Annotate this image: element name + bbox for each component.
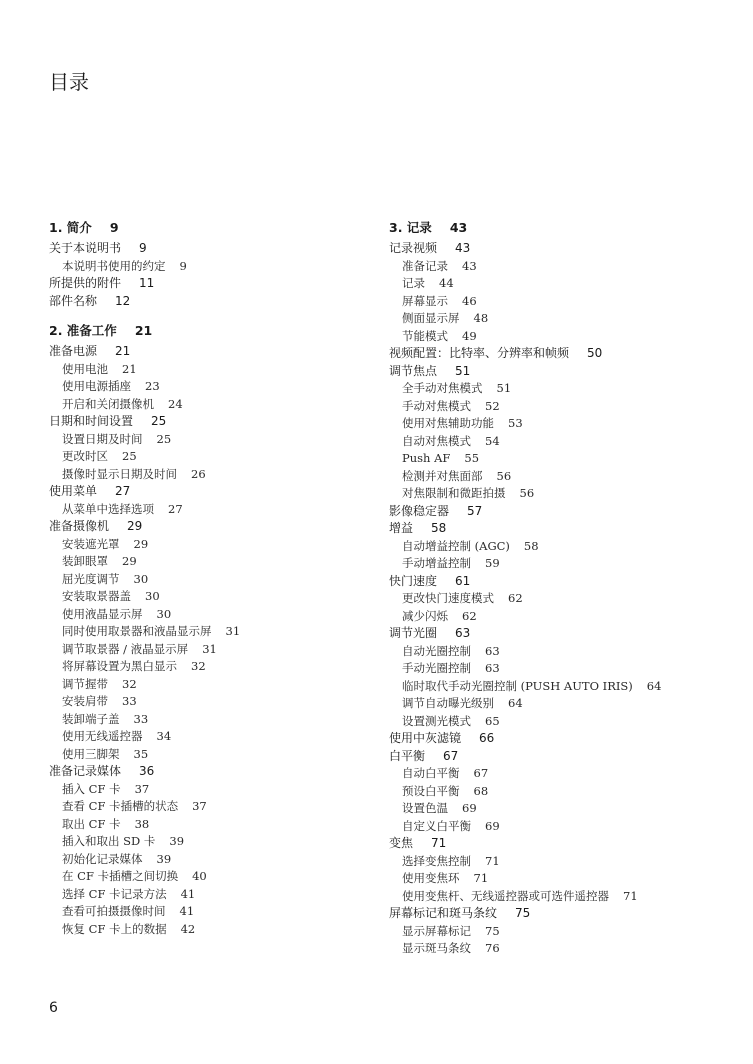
toc-entry-title: 关于本说明书	[49, 241, 122, 255]
toc-section-entry[interactable]	[389, 363, 729, 381]
toc-entry-page: 42	[180, 921, 196, 936]
toc-sub-entry[interactable]	[389, 643, 729, 661]
toc-entry-page: 36	[139, 764, 155, 778]
toc-entry-title: 显示屏幕标记	[402, 923, 471, 938]
toc-entry-page: 32	[122, 676, 137, 691]
toc-sub-entry[interactable]	[49, 868, 369, 886]
toc-entry-title: 使用电源插座	[62, 379, 131, 393]
toc-sub-entry[interactable]	[389, 415, 729, 433]
toc-entry-title: 使用中灰滤镜	[389, 731, 462, 745]
toc-entry-title: 部件名称	[49, 293, 98, 308]
toc-entry-page: 62	[462, 608, 477, 623]
toc-entry-page: 56	[496, 468, 512, 483]
toc-entry-title: 初始化记录媒体	[62, 851, 143, 866]
toc-entry-title: 侧面显示屏	[402, 311, 460, 325]
toc-sub-entry[interactable]	[49, 886, 369, 904]
toc-entry-title: 调节自动曝光级别	[402, 696, 494, 710]
toc-sub-entry[interactable]	[389, 328, 729, 346]
toc-entry-title: 使用液晶显示屏	[62, 606, 143, 621]
toc-entry-title: 检测并对焦面部	[402, 468, 483, 483]
toc-sub-entry[interactable]	[389, 485, 729, 503]
toc-sub-entry[interactable]	[49, 658, 369, 676]
toc-entry-page: 32	[191, 659, 206, 673]
toc-section-entry[interactable]	[49, 518, 369, 536]
toc-entry-page: 23	[145, 379, 160, 393]
toc-entry-title: 屏幕显示	[402, 293, 448, 308]
toc-section-entry[interactable]	[389, 730, 729, 748]
toc-right-column	[389, 218, 729, 958]
toc-section-entry[interactable]	[49, 343, 369, 361]
toc-entry-page: 41	[179, 904, 195, 918]
toc-entry-title: 预设白平衡	[402, 783, 460, 798]
toc-entry-title: 准备电源	[49, 344, 98, 358]
toc-entry-title: 装卸眼罩	[62, 554, 108, 568]
toc-entry-title: 设置测光模式	[402, 713, 471, 728]
toc-entry-page: 58	[523, 538, 539, 553]
toc-entry-title: 使用电池	[62, 361, 108, 376]
toc-sub-entry[interactable]	[389, 555, 729, 573]
toc-entry-title: 安装遮光罩	[62, 536, 120, 551]
toc-entry-page: 56	[519, 486, 535, 500]
toc-entry-title: 减少闪烁	[402, 608, 448, 623]
toc-entry-page: 75	[515, 906, 531, 920]
toc-entry-page: 63	[455, 626, 471, 640]
toc-entry-title: 将屏幕设置为黑白显示	[62, 659, 177, 673]
toc-sub-entry[interactable]	[49, 553, 369, 571]
toc-entry-page: 75	[485, 923, 500, 938]
toc-sub-entry[interactable]	[389, 940, 729, 958]
toc-entry-page: 51	[496, 381, 512, 395]
toc-entry-page: 65	[485, 713, 500, 728]
toc-entry-page: 31	[225, 624, 241, 638]
toc-entry-title: 3. 记录	[389, 220, 432, 235]
toc-chapter-entry[interactable]	[49, 218, 369, 238]
toc-section-entry[interactable]	[389, 748, 729, 766]
toc-entry-page: 9	[179, 258, 187, 273]
toc-section-entry[interactable]	[49, 763, 369, 781]
toc-section-entry[interactable]	[389, 835, 729, 853]
toc-entry-page: 76	[485, 941, 500, 955]
toc-sub-entry[interactable]	[49, 903, 369, 921]
toc-entry-title: 手动增益控制	[402, 556, 471, 570]
toc-section-entry[interactable]	[389, 520, 729, 538]
toc-entry-title: 使用三脚架	[62, 746, 120, 761]
toc-entry-page: 30	[156, 606, 172, 621]
toc-entry-page: 27	[115, 484, 131, 498]
toc-chapter-entry[interactable]	[389, 218, 729, 238]
toc-entry-title: 全手动对焦模式	[402, 381, 483, 395]
toc-sub-entry[interactable]	[49, 466, 369, 484]
toc-entry-page: 51	[455, 363, 471, 378]
toc-entry-title: 白平衡	[389, 748, 426, 763]
toc-sub-entry[interactable]	[389, 590, 729, 608]
toc-section-entry[interactable]	[49, 275, 369, 293]
toc-entry-page: 35	[133, 746, 149, 761]
toc-section-entry[interactable]	[389, 905, 729, 923]
toc-section-entry[interactable]	[49, 413, 369, 431]
toc-sub-entry[interactable]	[49, 588, 369, 606]
toc-entry-page: 25	[156, 431, 172, 446]
toc-entry-page: 24	[168, 396, 183, 411]
toc-entry-title: 准备摄像机	[49, 519, 110, 533]
toc-entry-title: 快门速度	[389, 573, 438, 588]
toc-entry-page: 71	[485, 853, 500, 868]
toc-entry-page: 30	[145, 589, 160, 603]
toc-entry-title: 调节焦点	[389, 363, 438, 378]
toc-entry-title: 设置色温	[402, 801, 448, 815]
toc-entry-page: 9	[109, 220, 119, 235]
toc-entry-page: 71	[473, 871, 489, 885]
toc-entry-title: 自定义白平衡	[402, 818, 471, 833]
toc-entry-title: 影像稳定器	[389, 503, 450, 518]
toc-entry-page: 38	[134, 816, 150, 831]
toc-entry-title: 更改快门速度模式	[402, 591, 494, 605]
toc-section-entry[interactable]	[49, 483, 369, 501]
toc-sub-entry[interactable]	[49, 693, 369, 711]
toc-entry-page: 29	[122, 554, 137, 568]
toc-entry-page: 59	[485, 556, 500, 570]
toc-entry-page: 69	[462, 801, 477, 815]
toc-entry-page: 58	[431, 521, 447, 535]
toc-section-entry[interactable]	[389, 503, 729, 521]
toc-sub-entry[interactable]	[49, 711, 369, 729]
toc-entry-page: 21	[115, 344, 131, 358]
toc-entry-page: 34	[156, 729, 172, 743]
toc-entry-page: 40	[192, 869, 207, 883]
toc-section-entry[interactable]	[49, 293, 369, 311]
toc-entry-title: 准备记录媒体	[49, 764, 122, 778]
toc-sub-entry[interactable]	[389, 293, 729, 311]
toc-entry-title: 自动白平衡	[402, 766, 460, 780]
toc-sub-entry[interactable]	[389, 783, 729, 801]
toc-sub-entry[interactable]	[49, 676, 369, 694]
toc-sub-entry[interactable]	[49, 606, 369, 624]
toc-sub-entry[interactable]	[389, 765, 729, 783]
toc-sub-entry[interactable]	[389, 380, 729, 398]
toc-entry-page: 25	[122, 449, 137, 463]
toc-entry-title: 屏幕标记和斑马条纹	[389, 906, 498, 920]
toc-entry-title: 使用变焦杆、无线遥控器或可选件遥控器	[402, 888, 609, 903]
toc-sub-entry[interactable]	[49, 501, 369, 519]
toc-entry-title: 使用变焦环	[402, 871, 460, 885]
toc-entry-page: 57	[467, 503, 483, 518]
toc-entry-title: 从菜单中选择选项	[62, 501, 154, 516]
toc-section-entry[interactable]	[389, 625, 729, 643]
toc-entry-title: 手动对焦模式	[402, 398, 471, 413]
toc-entry-title: Push AF	[402, 451, 451, 465]
toc-entry-title: 手动光圈控制	[402, 661, 471, 675]
toc-entry-page: 29	[127, 519, 143, 533]
toc-entry-page: 37	[134, 781, 150, 796]
toc-section-entry[interactable]	[389, 345, 729, 363]
toc-entry-page: 12	[115, 293, 131, 308]
toc-entry-page: 63	[485, 661, 500, 675]
toc-entry-page: 39	[169, 834, 185, 848]
toc-entry-title: 取出 CF 卡	[62, 816, 121, 831]
toc-entry-page: 69	[485, 818, 500, 833]
toc-entry-title: 所提供的附件	[49, 276, 122, 290]
toc-entry-title: 增益	[389, 521, 414, 535]
toc-entry-page: 30	[133, 571, 149, 586]
toc-entry-title: 调节握带	[62, 676, 108, 691]
toc-sub-entry[interactable]	[49, 448, 369, 466]
toc-entry-title: 自动对焦模式	[402, 433, 471, 448]
toc-sub-entry[interactable]	[49, 361, 369, 379]
toc-sub-entry[interactable]	[49, 536, 369, 554]
toc-entry-page: 26	[191, 466, 206, 481]
toc-entry-page: 11	[139, 276, 155, 290]
toc-entry-page: 71	[431, 836, 447, 850]
toc-sub-entry[interactable]	[49, 746, 369, 764]
toc-sub-entry[interactable]	[49, 921, 369, 939]
toc-entry-page: 37	[192, 799, 207, 813]
toc-entry-page: 71	[623, 888, 638, 903]
toc-entry-title: 记录视频	[389, 241, 438, 255]
toc-sub-entry[interactable]	[389, 660, 729, 678]
toc-chapter-entry[interactable]	[49, 321, 369, 341]
toc-entry-title: 调节取景器 / 液晶显示屏	[62, 641, 189, 656]
toc-sub-entry[interactable]	[49, 833, 369, 851]
toc-entry-page: 43	[462, 258, 477, 273]
toc-entry-title: 日期和时间设置	[49, 414, 134, 428]
toc-sub-entry[interactable]	[49, 623, 369, 641]
toc-entry-page: 27	[168, 501, 183, 516]
toc-sub-entry[interactable]	[49, 728, 369, 746]
toc-entry-page: 33	[122, 694, 137, 708]
toc-entry-page: 50	[587, 346, 603, 360]
toc-sub-entry[interactable]	[49, 641, 369, 659]
toc-entry-title: 查看 CF 卡插槽的状态	[62, 799, 179, 813]
toc-sub-entry[interactable]	[389, 870, 729, 888]
toc-sub-entry[interactable]	[389, 450, 729, 468]
toc-entry-page: 43	[449, 220, 468, 235]
toc-entry-page: 55	[464, 451, 480, 465]
toc-sub-entry[interactable]	[389, 398, 729, 416]
toc-sub-entry[interactable]	[389, 275, 729, 293]
toc-entry-title: 插入 CF 卡	[62, 781, 121, 796]
toc-sub-entry[interactable]	[389, 433, 729, 451]
page-number: 6	[49, 1000, 58, 1016]
toc-entry-title: 2. 准备工作	[49, 323, 117, 338]
toc-entry-page: 31	[202, 641, 217, 656]
toc-sub-entry[interactable]	[49, 378, 369, 396]
toc-entry-title: 安装肩带	[62, 694, 108, 708]
toc-sub-entry[interactable]	[389, 853, 729, 871]
toc-entry-title: 1. 简介	[49, 220, 92, 235]
toc-sub-entry[interactable]	[49, 571, 369, 589]
toc-sub-entry[interactable]	[389, 800, 729, 818]
toc-sub-entry[interactable]	[49, 396, 369, 414]
toc-sub-entry[interactable]	[389, 538, 729, 556]
toc-section-entry[interactable]	[389, 240, 729, 258]
toc-entry-title: 装卸端子盖	[62, 711, 120, 726]
toc-entry-title: 屈光度调节	[62, 571, 120, 586]
toc-sub-entry[interactable]	[49, 798, 369, 816]
toc-entry-page: 9	[139, 241, 147, 255]
toc-entry-title: 临时取代手动光圈控制 (PUSH AUTO IRIS)	[402, 678, 633, 693]
toc-sub-entry[interactable]	[49, 781, 369, 799]
toc-entry-page: 64	[646, 678, 662, 693]
toc-sub-entry[interactable]	[389, 713, 729, 731]
toc-entry-page: 33	[133, 711, 149, 726]
toc-sub-entry[interactable]	[389, 310, 729, 328]
toc-entry-page: 48	[473, 311, 489, 325]
toc-entry-title: 准备记录	[402, 258, 448, 273]
toc-sub-entry[interactable]	[389, 608, 729, 626]
toc-entry-title: 同时使用取景器和液晶显示屏	[62, 624, 212, 638]
toc-entry-title: 选择变焦控制	[402, 853, 471, 868]
toc-left-column	[49, 218, 369, 938]
toc-sub-entry[interactable]	[389, 888, 729, 906]
toc-entry-title: 显示斑马条纹	[402, 941, 471, 955]
toc-entry-page: 68	[473, 783, 489, 798]
toc-entry-title: 记录	[402, 276, 425, 290]
toc-sub-entry[interactable]	[49, 431, 369, 449]
toc-sub-entry[interactable]	[389, 818, 729, 836]
toc-entry-page: 54	[485, 433, 500, 448]
toc-entry-page: 66	[479, 731, 495, 745]
toc-section-entry[interactable]	[389, 573, 729, 591]
toc-entry-page: 67	[443, 748, 459, 763]
toc-entry-page: 41	[180, 886, 196, 901]
toc-sub-entry[interactable]	[389, 678, 729, 696]
page-title: 目录	[49, 70, 89, 94]
toc-sub-entry[interactable]	[389, 923, 729, 941]
toc-sub-entry[interactable]	[389, 468, 729, 486]
toc-entry-page: 53	[508, 416, 523, 430]
toc-entry-title: 开启和关闭摄像机	[62, 396, 154, 411]
toc-entry-title: 插入和取出 SD 卡	[62, 834, 156, 848]
toc-entry-page: 61	[455, 573, 471, 588]
toc-entry-title: 使用菜单	[49, 484, 98, 498]
toc-entry-title: 本说明书使用的约定	[62, 258, 166, 273]
toc-sub-entry[interactable]	[389, 695, 729, 713]
toc-entry-page: 21	[134, 323, 153, 338]
toc-entry-page: 49	[462, 328, 477, 343]
toc-section-entry[interactable]	[49, 240, 369, 258]
toc-entry-title: 更改时区	[62, 449, 108, 463]
toc-sub-entry[interactable]	[49, 816, 369, 834]
toc-entry-title: 查看可拍摄摄像时间	[62, 904, 166, 918]
toc-entry-title: 设置日期及时间	[62, 431, 143, 446]
toc-entry-page: 63	[485, 643, 500, 658]
toc-entry-page: 46	[462, 293, 477, 308]
toc-entry-page: 67	[473, 766, 489, 780]
toc-entry-title: 安装取景器盖	[62, 589, 131, 603]
toc-entry-title: 变焦	[389, 836, 414, 850]
toc-entry-page: 39	[156, 851, 172, 866]
toc-entry-page: 62	[508, 591, 523, 605]
toc-entry-title: 视频配置：比特率、分辨率和帧频	[389, 346, 570, 360]
toc-entry-page: 43	[455, 241, 471, 255]
toc-entry-title: 调节光圈	[389, 626, 438, 640]
toc-entry-title: 在 CF 卡插槽之间切换	[62, 869, 179, 883]
toc-entry-page: 64	[508, 696, 523, 710]
toc-entry-page: 21	[122, 361, 137, 376]
toc-entry-title: 使用无线遥控器	[62, 729, 143, 743]
toc-entry-title: 对焦限制和微距拍摄	[402, 486, 506, 500]
toc-sub-entry[interactable]	[49, 258, 369, 276]
toc-entry-page: 29	[133, 536, 149, 551]
toc-sub-entry[interactable]	[49, 851, 369, 869]
toc-entry-title: 恢复 CF 卡上的数据	[62, 921, 167, 936]
toc-sub-entry[interactable]	[389, 258, 729, 276]
toc-entry-title: 节能模式	[402, 328, 448, 343]
toc-entry-page: 25	[151, 414, 167, 428]
toc-entry-title: 自动增益控制 (AGC)	[402, 538, 510, 553]
toc-entry-page: 44	[439, 276, 454, 290]
toc-entry-title: 摄像时显示日期及时间	[62, 466, 177, 481]
toc-entry-title: 自动光圈控制	[402, 643, 471, 658]
toc-entry-title: 选择 CF 卡记录方法	[62, 886, 167, 901]
toc-entry-title: 使用对焦辅助功能	[402, 416, 494, 430]
toc-entry-page: 52	[485, 398, 500, 413]
